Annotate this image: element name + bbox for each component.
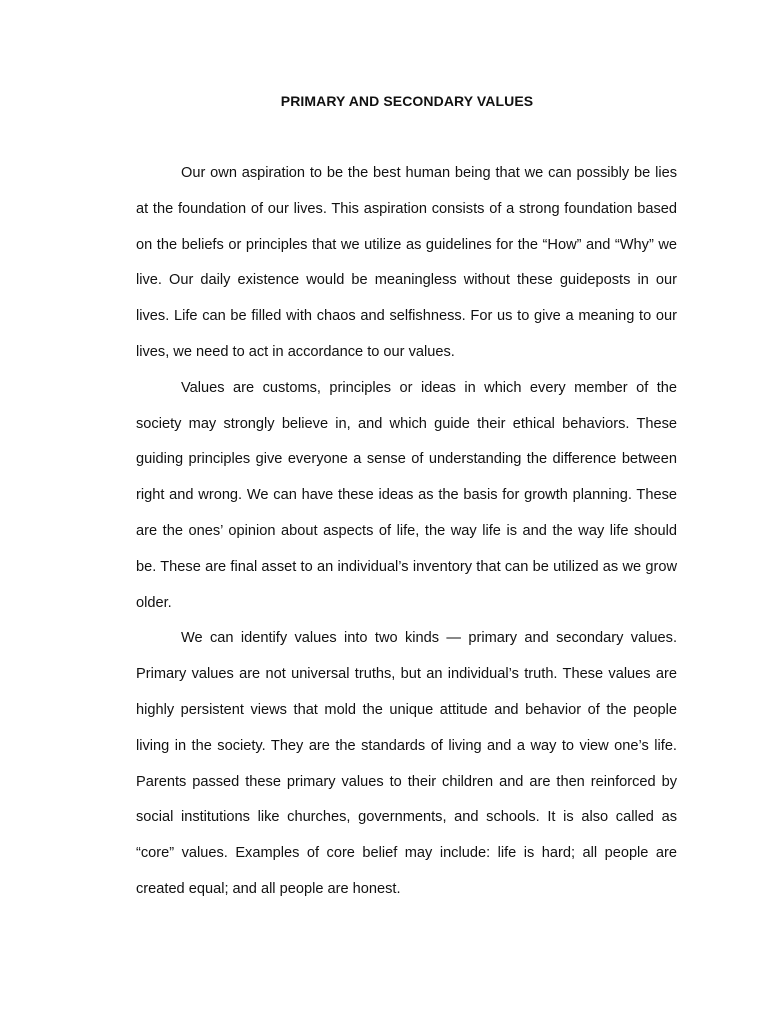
paragraph-1: Our own aspiration to be the best human being that we can possibly be lies at the foundation of our lives. This aspiration consists of a strong foundation based on the beliefs or principles that we utilize as guidelines for the “How” and “Why” we live. Our daily existence would be meaningless without these guideposts in our lives. Life can be filled with chaos and selfishness. For us to give a meaning to our lives, we need to act in accordance to our values. [136,165,677,360]
paragraph-3: We can identify values into two kinds — primary and secondary values. Primary values are not universal truths, but an individual’s truth. These values are highly persistent views that mold the unique attitude and behavior of the people living in the society. They are the standards of living and a way to view one’s life. Parents passed these primary values to their children and are then reinforced by social institutions like churches, governments, and schools. It is also called as “core” values. Examples of core belief may include: life is hard; all people are created equal; and all people are honest. [136,630,677,897]
document-body [136,156,677,908]
paragraph-2: Values are customs, principles or ideas in which every member of the society may strongly believe in, and which guide their ethical behaviors. These guiding principles give everyone a sense of understanding the difference between right and wrong. We can have these ideas as the basis for growth planning. These are the ones’ opinion about aspects of life, the way life is and the way life should be. These are final asset to an individual’s inventory that can be utilized as we grow older. [136,379,677,611]
document-title: PRIMARY AND SECONDARY VALUES [280,93,534,109]
